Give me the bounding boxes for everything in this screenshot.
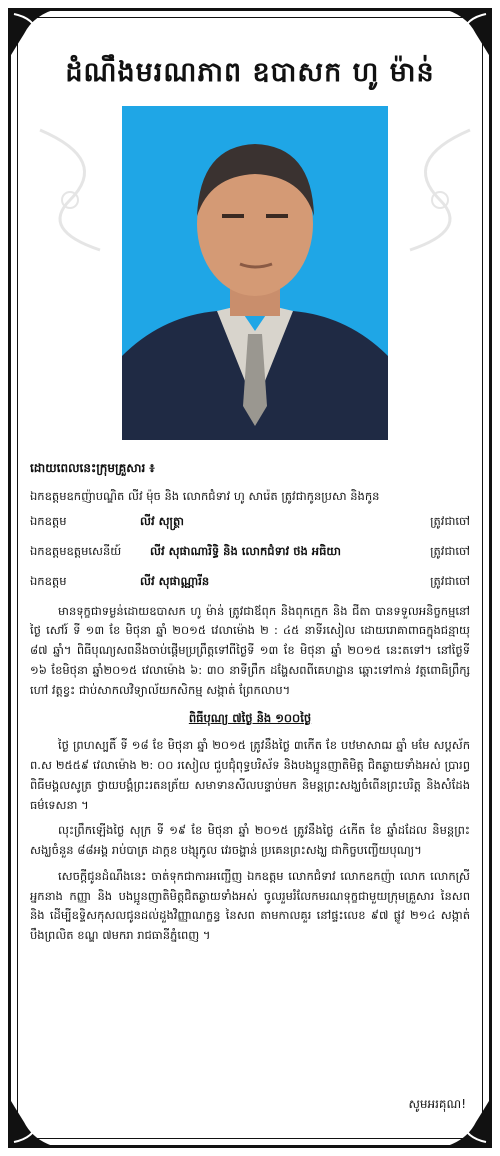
grandchild-relation: ត្រូវជាចៅ xyxy=(430,573,470,588)
background-flourish-left xyxy=(30,120,120,260)
obituary-title: ដំណឹងមរណភាព ឧបាសក ហូ ម៉ាន់ xyxy=(65,57,435,88)
grandchild-relation: ត្រូវជាចៅ xyxy=(430,514,470,529)
grandchild-name: លីវ សុផាណារិទ្ធិ និង លោកជំទាវ ថង អធិយា xyxy=(150,544,342,559)
corner-ornament-top-left xyxy=(4,4,64,64)
grandchild-name: លីវ សុផាណ្ណារីន xyxy=(140,573,210,588)
obituary-body xyxy=(30,458,470,952)
children-line: ឯកឧត្តមឧកញ៉ាបណ្ឌិត លីវ ម៉ុច និង លោកជំទាវ ហូ សារ៉េត ត្រូវជាកូនប្រសា និងកូន xyxy=(30,488,380,503)
corner-ornament-top-right xyxy=(436,4,496,64)
announcement-paragraph: មានទុក្ខជាទម្ងន់ដោយឧបាសក ហូ ម៉ាន់ ត្រូវជាឪពុក និងពុកក្មេក និង ជីតា បានទទួលអនិច្ចកម្មនៅថ្ងៃ សៅរ៍ ទី ១៣ ខែ មិថុនា ឆ្នាំ ២០១៥ វេលាម៉ោង ២ : ៤៥ នាទីរសៀល ដោយរោគាពាធក្នុងជន្មាយុ ៨៧ ឆ្នាំ។ ពិធីបុណ្យសពនឹងចាប់ផ្តើមប្រព្រឹត្តទៅពីថ្ងៃទី ១៣ ខែ មិថុនា ឆ្នាំ ២០១៥ នេះតទៅ។ នៅថ្ងៃទី ១៦ ខែមិថុនា ឆ្នាំ២០១៥ វេលាម៉ោង ៦: ៣០ នាទីព្រឹក ដង្ហែសពពីគេហដ្ឋាន ឆ្ពោះទៅកាន់ វត្តពោធិព្រឹក្ស ហៅ វត្តខ្វះ ជាប់សាកលវិទ្យាល័យកសិកម្ម សង្កាត់ ព្រែកលាប។ xyxy=(30,603,470,697)
grandchild-prefix: ឯកឧត្តមឧត្តមសេនីយ៍ xyxy=(30,544,122,559)
thank-you-signature: សូមអរគុណ! xyxy=(408,1097,466,1111)
background-flourish-right xyxy=(390,120,480,260)
grandchild-prefix: ឯកឧត្តម xyxy=(30,514,67,529)
grandchild-row xyxy=(30,512,470,532)
family-intro: ដោយពេលនេះក្រុមគ្រួសារ ៖ xyxy=(30,461,155,475)
grandchild-relation: ត្រូវជាចៅ xyxy=(430,544,470,559)
grandchild-prefix: ឯកឧត្តម xyxy=(30,573,67,588)
invitation-paragraph: សេចក្តីជូនដំណឹងនេះ ចាត់ទុកជាការអញ្ជើញ ឯកឧត្តម លោកជំទាវ លោកឧកញ៉ា លោក លោកស្រី អ្នកនាង កញ្ញា និង បងប្អូនញាតិមិត្តជិតឆ្ងាយទាំងអស់ ចូលរួមរំលែកមរណទុក្ខជាមួយក្រុមគ្រួសារ នៃសព និង ដើម្បីឧទ្ទិសកុសលជូនដល់ដួងវិញ្ញាណក្ខន្ធ នៃសព តាមកាលគួរ នៅផ្ទះលេខ ៩៧ ផ្លូវ ២១៤ សង្កាត់ បឹងព្រលិត ខណ្ឌ ៧មករា រាជធានីភ្នំពេញ ។ xyxy=(30,868,470,943)
ceremony-paragraph-day1: ថ្ងៃ ព្រហស្បតិ៍ ទី ១៨ ខែ មិថុនា ឆ្នាំ ២០១៥ ត្រូវនឹងថ្ងៃ ៣កើត ខែ បឋមាសាឍ ឆ្នាំ មមែ សប្តស័ក ព.ស ២៥៥៩ វេលាម៉ោង ២: ០០ រសៀល ជួបជុំពុទ្ធបរិស័ទ និងបងប្អូនញាតិមិត្ត ជិតឆ្ងាយទាំងអស់ ប្រារព្ធពិធីមង្គលសូត្រ ថ្វាយបង្គំព្រះរតនត្រ័យ សមាទានសីលបន្ទាប់មក និមន្តព្រះសង្ឃចំពើនព្រះបរិត្ត និងសំដែងធម៌ទេសនា ។ xyxy=(30,738,470,812)
grandchild-row xyxy=(30,572,470,592)
grandchild-row xyxy=(30,542,470,562)
ceremony-paragraph-day2: លុះព្រឹកឡើងថ្ងៃ សុក្រ ទី ១៩ ខែ មិថុនា ឆ្នាំ ២០១៥ ត្រូវនឹងថ្ងៃ ៤កើត ខែ ឆ្នាំដដែល និមន្តព្រះសង្ឃចំនួន ៨៨អង្គ រាប់បាត្រ ដាក្តខ បង្សុកូល វេរចង្ហាន់ ប្រគេនព្រះសង្ឃ ជាកិច្ចបញ្ចើយបុណ្យ។ xyxy=(30,823,470,858)
grandchild-name: លីវ សុត្ថ្រា xyxy=(140,514,184,529)
portrait-photo xyxy=(122,106,388,440)
corner-ornament-bottom-left xyxy=(4,1092,64,1152)
ceremony-heading: ពិធីបុណ្យ ៧ថ្ងៃ និង ១០០ថ្ងៃ xyxy=(188,710,312,725)
